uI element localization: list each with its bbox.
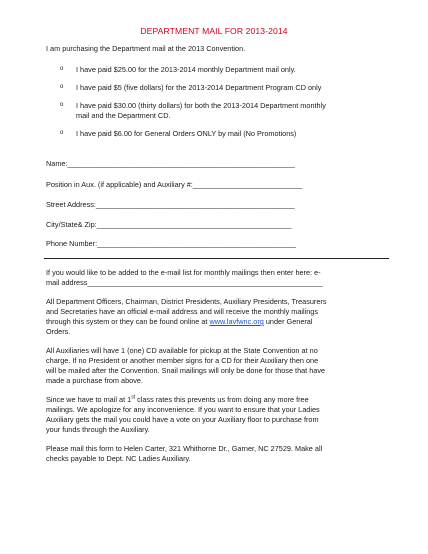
cd-notice-text: All Auxiliaries will have 1 (one) CD available for pickup at the State Convention at no: [46, 346, 318, 355]
officers-text: All Department Officers, Chairman, District Presidents, Auxiliary Presidents, Treasurers: [46, 297, 327, 306]
officers-text: under General: [263, 317, 313, 326]
cd-notice-text: made a purchase from above.: [46, 376, 143, 385]
option-both-cont: mail and the Department CD.: [76, 111, 171, 120]
officers-text: through this system or they can be found online at: [46, 317, 210, 326]
website-link[interactable]: www.lavfwnc.org: [209, 317, 264, 326]
bullet-icon: o: [60, 102, 64, 108]
bullet-icon: o: [60, 84, 64, 90]
phone-number-field[interactable]: Phone Number:_________________________________________________: [46, 239, 296, 248]
cd-notice-text: charge. If no President or another member signs for a CD for their Auxiliary then one: [46, 356, 319, 365]
option-general-orders: I have paid $6.00 for General Orders ONLY by mail (No Promotions): [76, 129, 297, 138]
officers-text-link-line: [46, 317, 313, 327]
superscript: st: [131, 394, 136, 401]
option-both: I have paid $30.00 (thirty dollars) for both the 2013-2014 Department monthly: [76, 101, 326, 110]
officers-text: Orders.: [46, 327, 71, 336]
divider: [44, 258, 389, 259]
page-title: DEPARTMENT MAIL FOR 2013-2014: [140, 26, 288, 36]
first-class-text-part: Since we have to mail at 1: [46, 395, 132, 404]
option-program-cd: I have paid $5 (five dollars) for the 2013-2014 Department Program CD only: [76, 83, 322, 92]
bullet-icon: o: [60, 66, 64, 72]
email-request-text: If you would like to be added to the e-mail list for monthly mailings then enter here: e-: [46, 268, 321, 277]
first-class-text: mailings. We apologize for any inconvenience. If you want to ensure that your Ladies: [46, 405, 320, 414]
mail-to-text: Please mail this form to Helen Carter, 321 Whithorne Dr., Garner, NC 27529. Make all: [46, 444, 323, 453]
first-class-text: [46, 395, 309, 405]
mail-to-text: checks payable to Dept. NC Ladies Auxiliary.: [46, 454, 191, 463]
email-address-field[interactable]: mail address__________________________________________________________: [46, 278, 323, 287]
first-class-text: Auxiliary gets the mail you could have a vote on your Auxiliary floor to purchase from: [46, 415, 319, 424]
street-address-field[interactable]: Street Address:_________________________________________________: [46, 200, 295, 209]
officers-text: and Secretaries have an official e-mail address and will receive the monthly mailings: [46, 307, 319, 316]
name-field[interactable]: Name:________________________________________________________: [46, 159, 295, 168]
intro-text: I am purchasing the Department mail at the 2013 Convention.: [46, 44, 246, 53]
cd-notice-text: will be mailed after the Convention. Snail mailings will only be done for those that have: [46, 366, 326, 375]
city-state-zip-field[interactable]: City/State& Zip:________________________________________________: [46, 220, 292, 229]
position-field[interactable]: Position in Aux. (if applicable) and Auxiliary #:___________________________: [46, 180, 303, 189]
bullet-icon: o: [60, 130, 64, 136]
option-monthly-mail: I have paid $25.00 for the 2013-2014 monthly Department mail only.: [76, 65, 296, 74]
first-class-text: your funds through the Auxiliary.: [46, 425, 150, 434]
first-class-text-part: class rates this prevents us from doing any more free: [135, 395, 309, 404]
